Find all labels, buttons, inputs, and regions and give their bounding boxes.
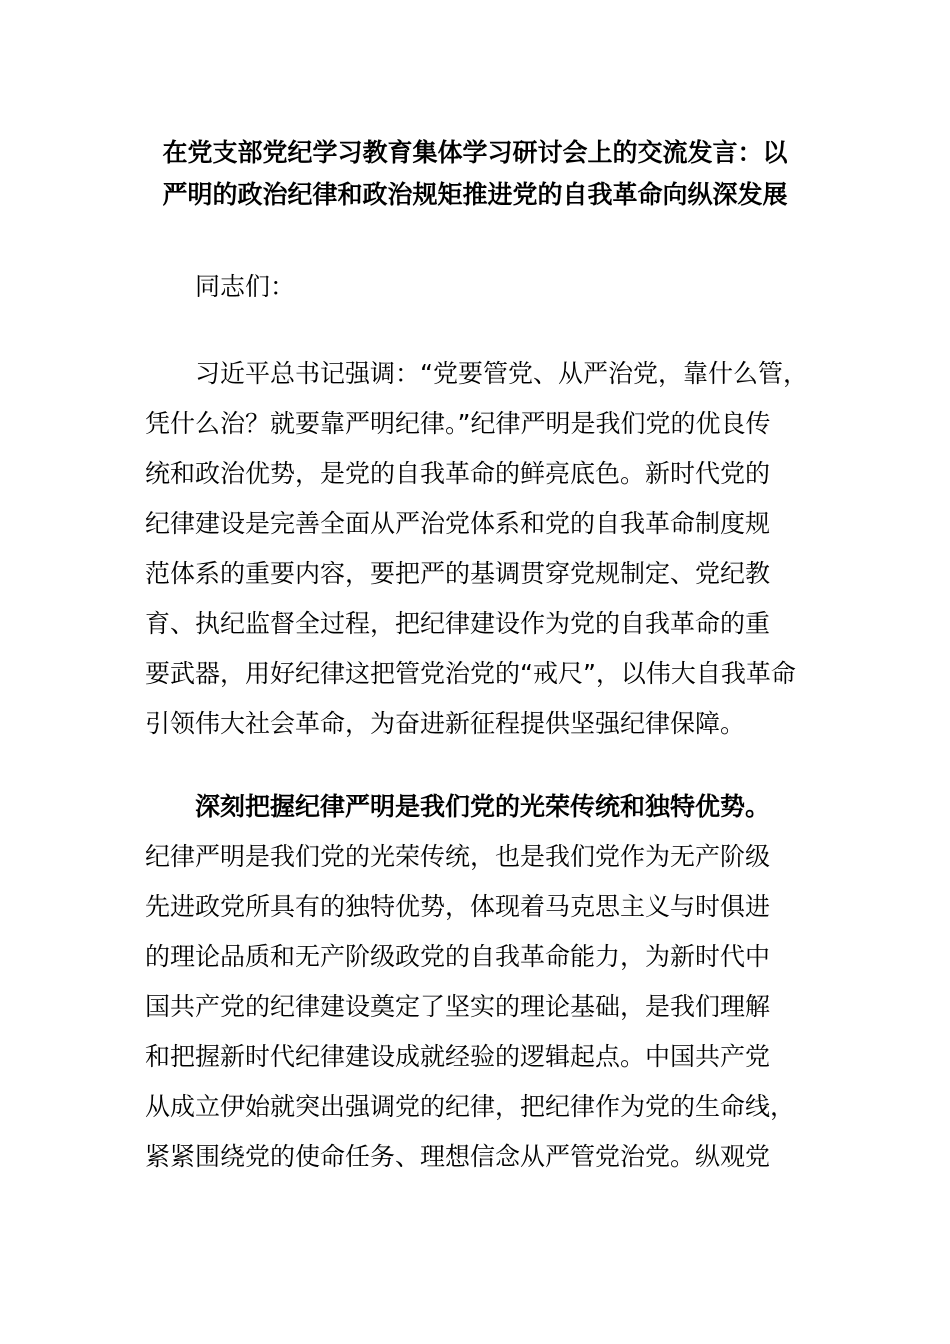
paragraph-1-line: 凭什么治？就要靠严明纪律。”纪律严明是我们党的优良传 xyxy=(145,409,771,438)
paragraph-1-line: 统和政治优势，是党的自我革命的鲜亮底色。新时代党的 xyxy=(145,459,771,488)
paragraph-1-line: 习近平总书记强调：“党要管党、从严治党，靠什么管， xyxy=(195,359,808,388)
paragraph-2-line: 先进政党所具有的独特优势，体现着马克思主义与时俱进 xyxy=(145,892,771,921)
paragraph-1-line: 范体系的重要内容，要把严的基调贯穿党规制定、党纪教 xyxy=(145,559,771,588)
paragraph-2-line: 的理论品质和无产阶级政党的自我革命能力，为新时代中 xyxy=(145,942,771,971)
document-title xyxy=(140,132,810,216)
paragraph-1-line: 育、执纪监督全过程，把纪律建设作为党的自我革命的重 xyxy=(145,609,771,638)
paragraph-2-heading: 深刻把握纪律严明是我们党的光荣传统和独特优势。 xyxy=(195,792,771,821)
paragraph-2-line: 紧紧围绕党的使命任务、理想信念从严管党治党。纵观党 xyxy=(145,1142,771,1171)
paragraph-2-line: 和把握新时代纪律建设成就经验的逻辑起点。中国共产党 xyxy=(145,1042,771,1071)
paragraph-1-line: 要武器，用好纪律这把管党治党的“戒尺”，以伟大自我革命 xyxy=(145,659,796,688)
salutation-text: 同志们： xyxy=(195,272,296,301)
paragraph-1 xyxy=(145,349,815,749)
paragraph-2-line: 纪律严明是我们党的光荣传统，也是我们党作为无产阶级 xyxy=(145,842,771,871)
salutation xyxy=(145,262,815,312)
title-line-2: 严明的政治纪律和政治规矩推进党的自我革命向纵深发展 xyxy=(162,180,788,209)
paragraph-2-line: 国共产党的纪律建设奠定了坚实的理论基础，是我们理解 xyxy=(145,992,771,1021)
paragraph-1-line: 纪律建设是完善全面从严治党体系和党的自我革命制度规 xyxy=(145,509,771,538)
paragraph-2 xyxy=(145,782,815,1182)
paragraph-2-line: 从成立伊始就突出强调党的纪律，把纪律作为党的生命线， xyxy=(145,1092,796,1121)
paragraph-1-line: 引领伟大社会革命，为奋进新征程提供坚强纪律保障。 xyxy=(145,709,746,738)
title-line-1: 在党支部党纪学习教育集体学习研讨会上的交流发言：以 xyxy=(162,138,788,167)
